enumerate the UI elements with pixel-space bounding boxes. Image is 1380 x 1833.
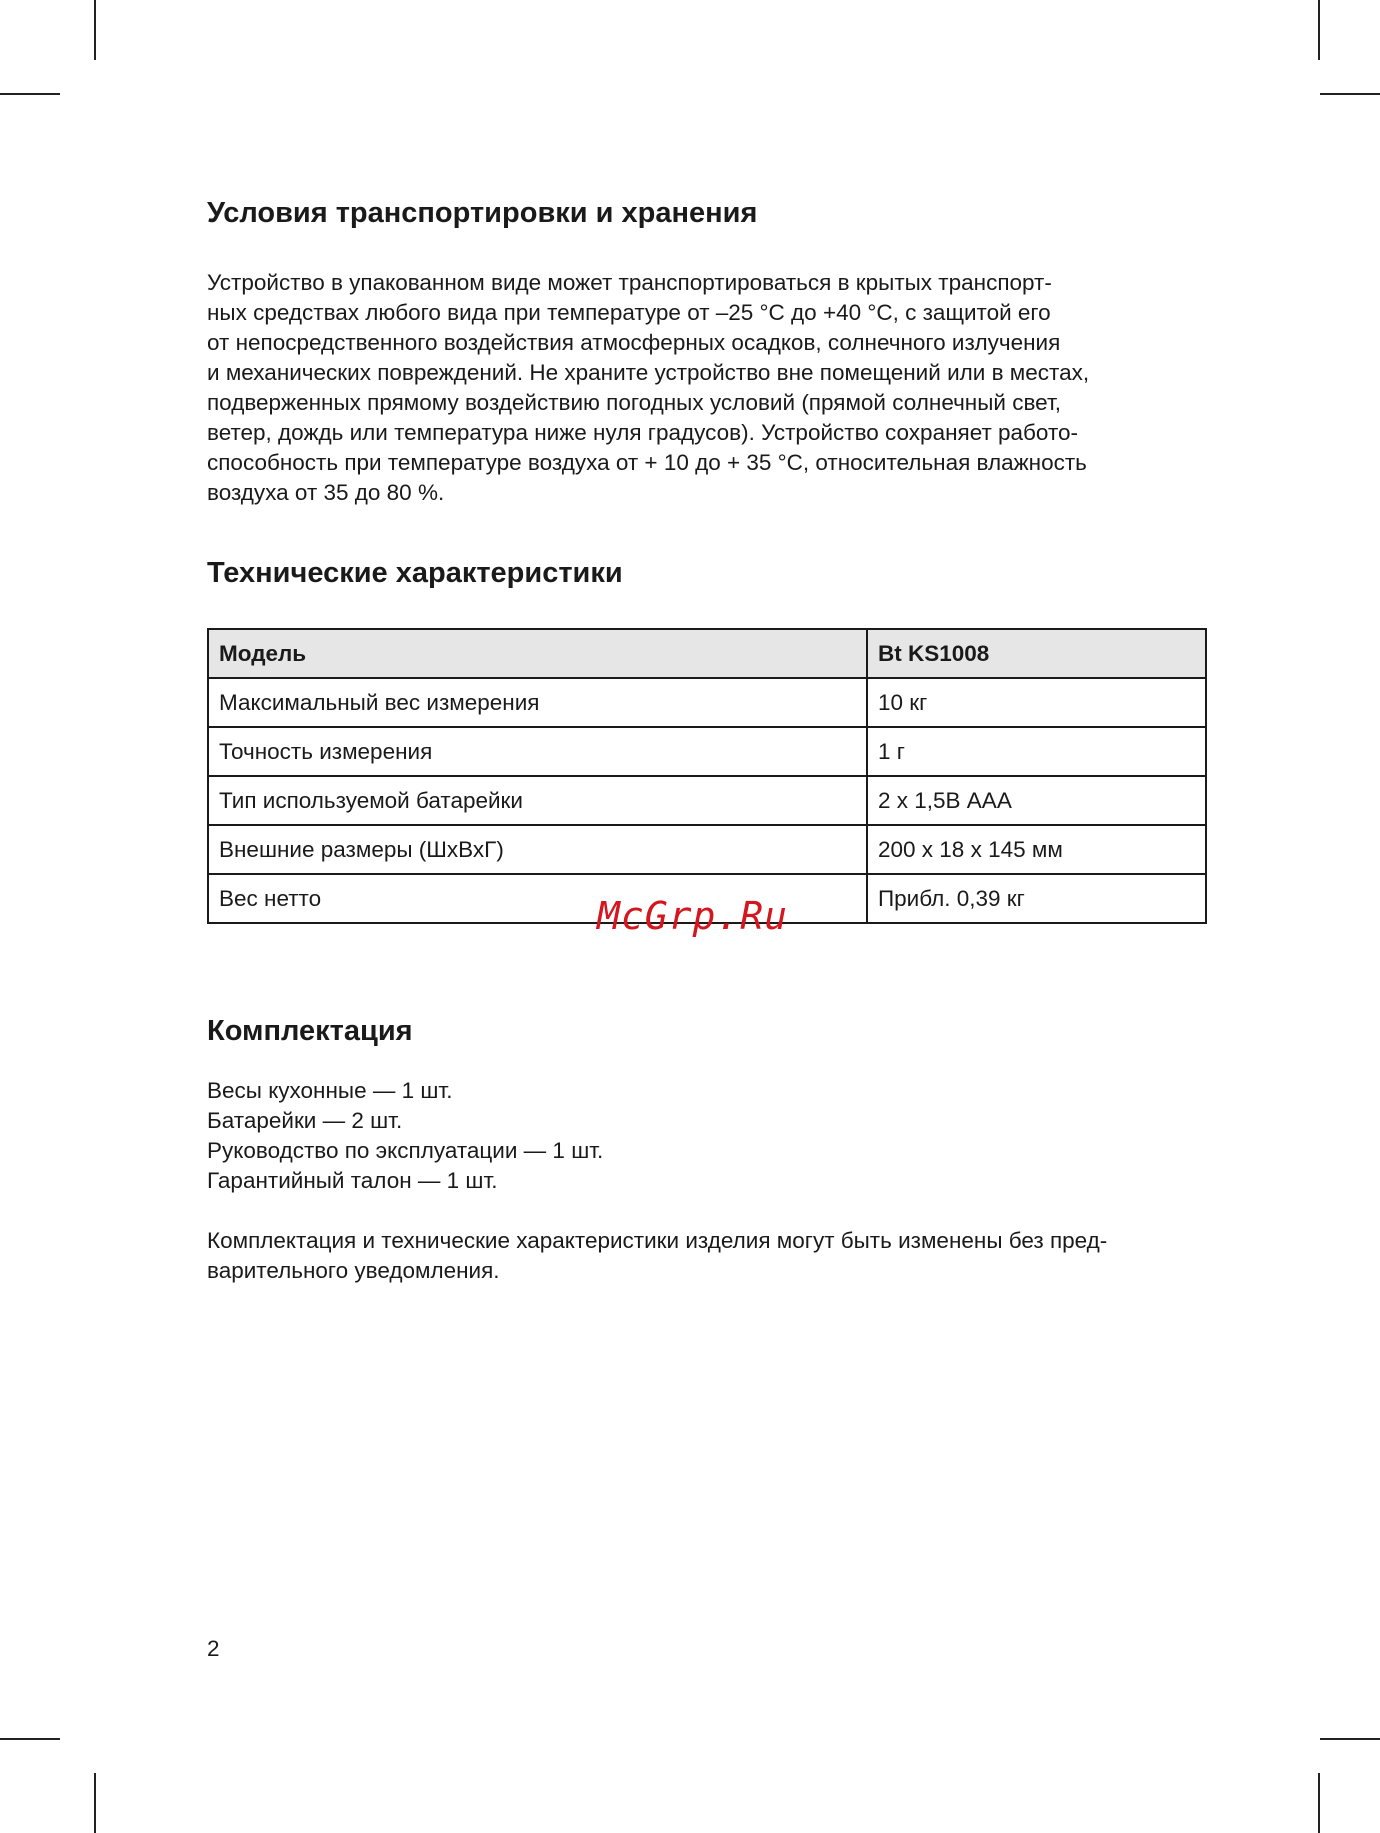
text-line: варительного уведомления. (207, 1258, 500, 1283)
text-line: ных средствах любого вида при температуре от –25 °С до +40 °С, с защитой его (207, 300, 1051, 325)
table-cell-label: Тип используемой батарейки (208, 776, 867, 825)
kit-list (207, 1076, 603, 1196)
text-line: и механических повреждений. Не храните устройство вне помещений или в местах, (207, 360, 1090, 385)
table-cell-value: 200 x 18 x 145 мм (867, 825, 1206, 874)
crop-mark (1318, 1773, 1320, 1833)
table-cell-label: Модель (208, 629, 867, 678)
transport-heading: Условия транспортировки и хранения (207, 197, 758, 229)
kit-heading: Комплектация (207, 1015, 413, 1047)
crop-mark (1320, 1738, 1380, 1740)
table-cell-label: Точность измерения (208, 727, 867, 776)
table-row (208, 727, 1206, 776)
crop-mark (1320, 93, 1380, 95)
crop-mark (94, 0, 96, 60)
crop-mark (1318, 0, 1320, 60)
text-line: от непосредственного воздействия атмосферных осадков, солнечного излучения (207, 330, 1061, 355)
table-cell-value: 2 x 1,5В AAA (867, 776, 1206, 825)
text-line: подверженных прямому воздействию погодных условий (прямой солнечный свет, (207, 390, 1062, 415)
text-line: Устройство в упакованном виде может транспортироваться в крытых транспорт- (207, 270, 1052, 295)
table-cell-label: Вес нетто (208, 874, 867, 923)
crop-mark (94, 1773, 96, 1833)
list-item: Гарантийный талон — 1 шт. (207, 1168, 498, 1193)
list-item: Батарейки — 2 шт. (207, 1108, 403, 1133)
table-row (208, 825, 1206, 874)
transport-paragraph (207, 268, 1089, 508)
text-line: способность при температуре воздуха от + 10 до + 35 °С, относительная влажность (207, 450, 1087, 475)
page-number: 2 (207, 1636, 220, 1661)
specs-heading: Технические характеристики (207, 557, 623, 589)
table-cell-label: Внешние размеры (ШхВхГ) (208, 825, 867, 874)
text-line: ветер, дождь или температура ниже нуля градусов). Устройство сохраняет работо- (207, 420, 1079, 445)
text-line: воздуха от 35 до 80 %. (207, 480, 445, 505)
table-cell-value: Bt KS1008 (867, 629, 1206, 678)
table-row (208, 776, 1206, 825)
table-cell-value: 1 г (867, 727, 1206, 776)
table-cell-value: 10 кг (867, 678, 1206, 727)
table-row (208, 678, 1206, 727)
specs-table (207, 628, 1207, 924)
watermark: McGrp.Ru (597, 894, 789, 938)
crop-mark (0, 1738, 60, 1740)
crop-mark (0, 93, 60, 95)
kit-note (207, 1226, 1107, 1286)
list-item: Весы кухонные — 1 шт. (207, 1078, 453, 1103)
table-cell-label: Максимальный вес измерения (208, 678, 867, 727)
table-cell-value: Прибл. 0,39 кг (867, 874, 1206, 923)
table-header-row (208, 629, 1206, 678)
text-line: Комплектация и технические характеристики изделия могут быть изменены без пред- (207, 1228, 1108, 1253)
list-item: Руководство по эксплуатации — 1 шт. (207, 1138, 604, 1163)
